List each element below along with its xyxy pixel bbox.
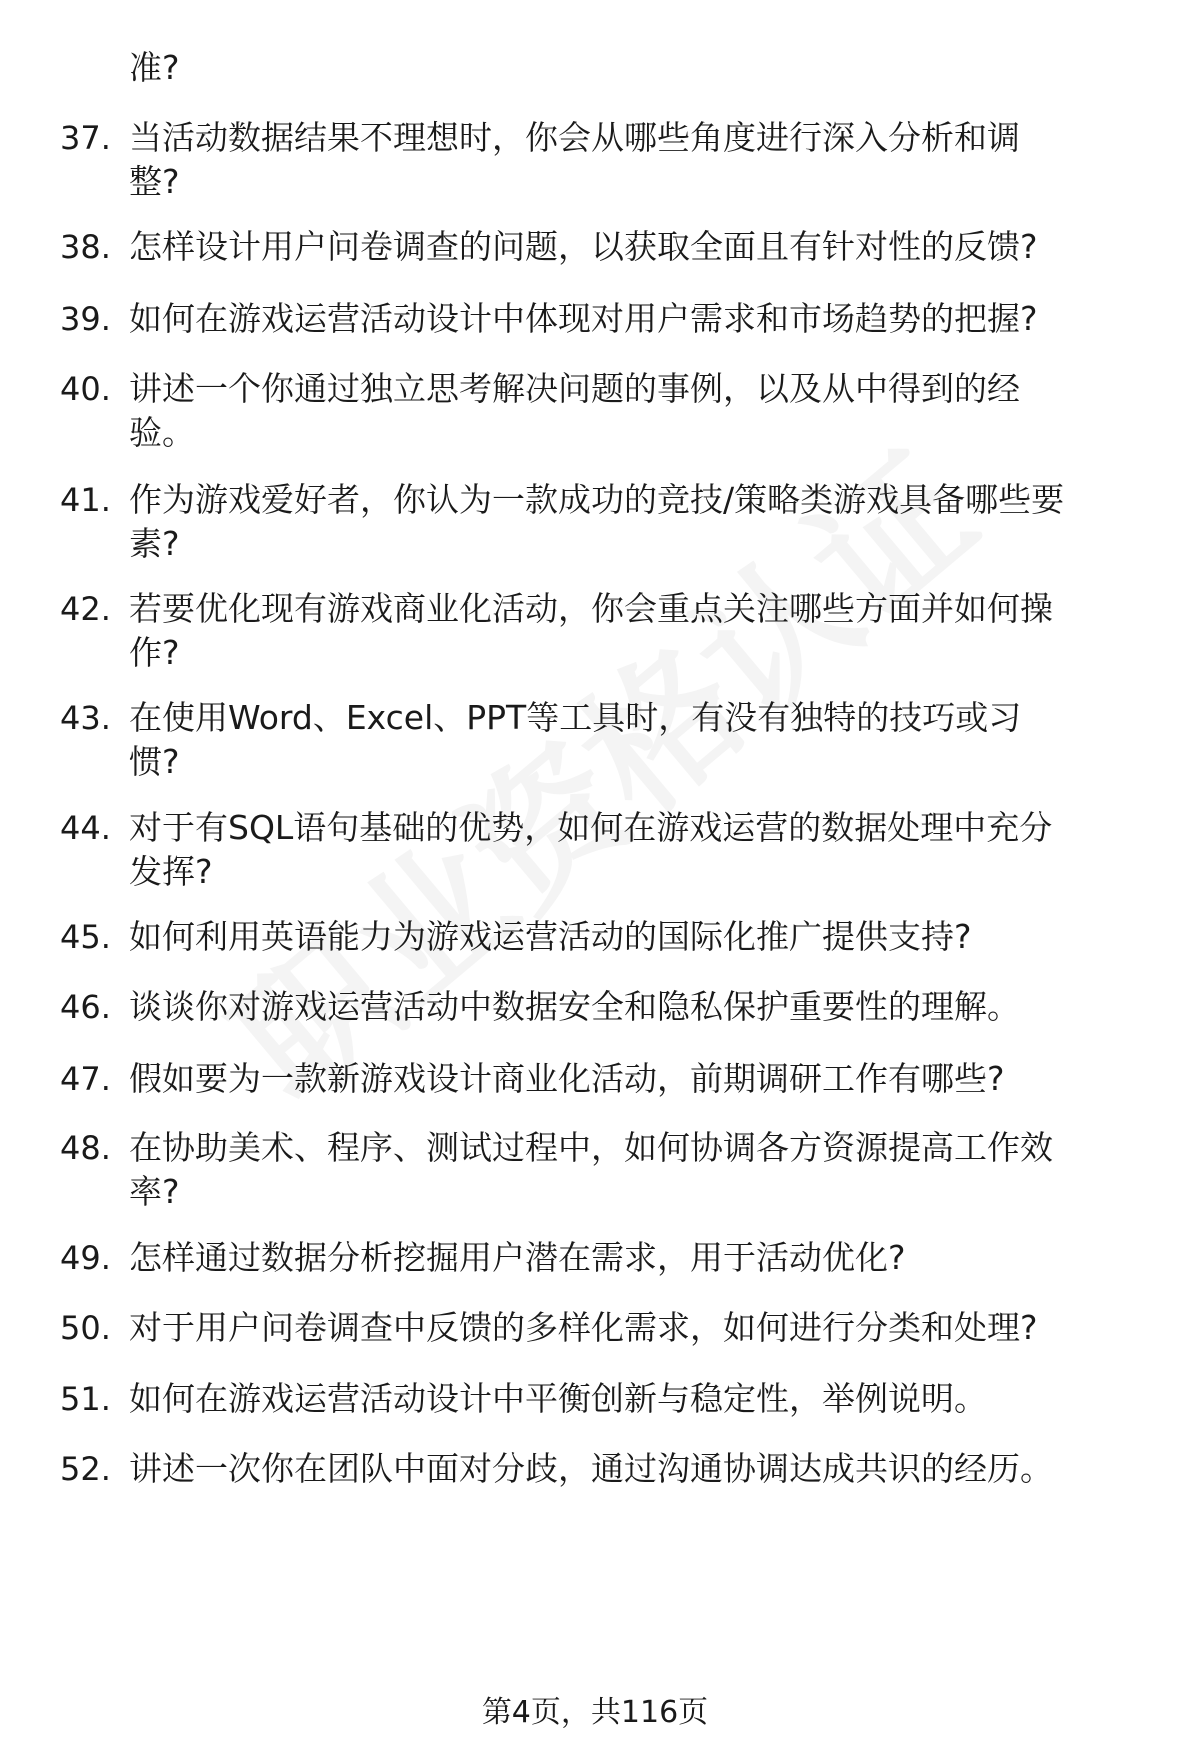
question-number: 48. — [60, 1129, 111, 1167]
question-text: 在协助美术、程序、测试过程中，如何协调各方资源提高工作效 率? — [129, 1128, 1053, 1211]
question-item — [60, 225, 1160, 269]
question-text: 讲述一次你在团队中面对分歧，通过沟通协调达成共识的经历。 — [129, 1449, 1053, 1488]
question-item — [60, 587, 1160, 675]
question-item — [60, 478, 1160, 566]
question-number: 49. — [60, 1239, 111, 1277]
question-item — [60, 1377, 1160, 1421]
question-item — [60, 1306, 1160, 1350]
question-item — [60, 806, 1160, 894]
question-number: 47. — [60, 1060, 111, 1098]
question-item — [60, 1057, 1160, 1101]
question-text: 若要优化现有游戏商业化活动，你会重点关注哪些方面并如何操 作? — [129, 589, 1053, 672]
question-item — [60, 696, 1160, 784]
question-item — [60, 116, 1160, 204]
question-number: 38. — [60, 228, 111, 266]
question-text: 如何利用英语能力为游戏运营活动的国际化推广提供支持? — [129, 917, 972, 956]
question-item — [60, 1447, 1160, 1491]
question-text: 作为游戏爱好者，你认为一款成功的竞技/策略类游戏具备哪些要 素? — [129, 480, 1065, 563]
question-text: 对于用户问卷调查中反馈的多样化需求，如何进行分类和处理? — [129, 1308, 1038, 1347]
question-number: 46. — [60, 988, 111, 1026]
question-text: 谈谈你对游戏运营活动中数据安全和隐私保护重要性的理解。 — [129, 987, 1020, 1026]
question-text: 假如要为一款新游戏设计商业化活动，前期调研工作有哪些? — [129, 1059, 1005, 1098]
question-text: 如何在游戏运营活动设计中平衡创新与稳定性，举例说明。 — [129, 1379, 987, 1418]
question-text: 讲述一个你通过独立思考解决问题的事例，以及从中得到的经 验。 — [129, 369, 1020, 452]
question-number: 42. — [60, 590, 111, 628]
question-item — [60, 985, 1160, 1029]
question-item — [60, 367, 1160, 455]
question-number: 43. — [60, 699, 111, 737]
question-item — [60, 1236, 1160, 1280]
question-text: 怎样通过数据分析挖掘用户潜在需求，用于活动优化? — [129, 1238, 906, 1277]
page-number-footer: 第4页，共116页 — [481, 1695, 709, 1730]
question-text: 如何在游戏运营活动设计中体现对用户需求和市场趋势的把握? — [129, 299, 1038, 338]
question-item — [60, 297, 1160, 341]
question-item — [60, 915, 1160, 959]
question-number: 39. — [60, 300, 111, 338]
question-number: 41. — [60, 481, 111, 519]
question-text: 对于有SQL语句基础的优势，如何在游戏运营的数据处理中充分 发挥? — [129, 808, 1053, 891]
question-number: 44. — [60, 809, 111, 847]
question-number: 51. — [60, 1380, 111, 1418]
question-text: 在使用Word、Excel、PPT等工具时，有没有独特的技巧或习 惯? — [129, 698, 1022, 781]
question-number: 52. — [60, 1450, 111, 1488]
question-item — [60, 1126, 1160, 1214]
question-number: 37. — [60, 119, 111, 157]
continued-question-text: 准? — [129, 48, 180, 87]
question-number: 45. — [60, 918, 111, 956]
question-number: 40. — [60, 370, 111, 408]
question-number: 50. — [60, 1309, 111, 1347]
question-text: 怎样设计用户问卷调查的问题，以获取全面且有针对性的反馈? — [129, 227, 1038, 266]
question-text: 当活动数据结果不理想时，你会从哪些角度进行深入分析和调 整? — [129, 118, 1020, 201]
